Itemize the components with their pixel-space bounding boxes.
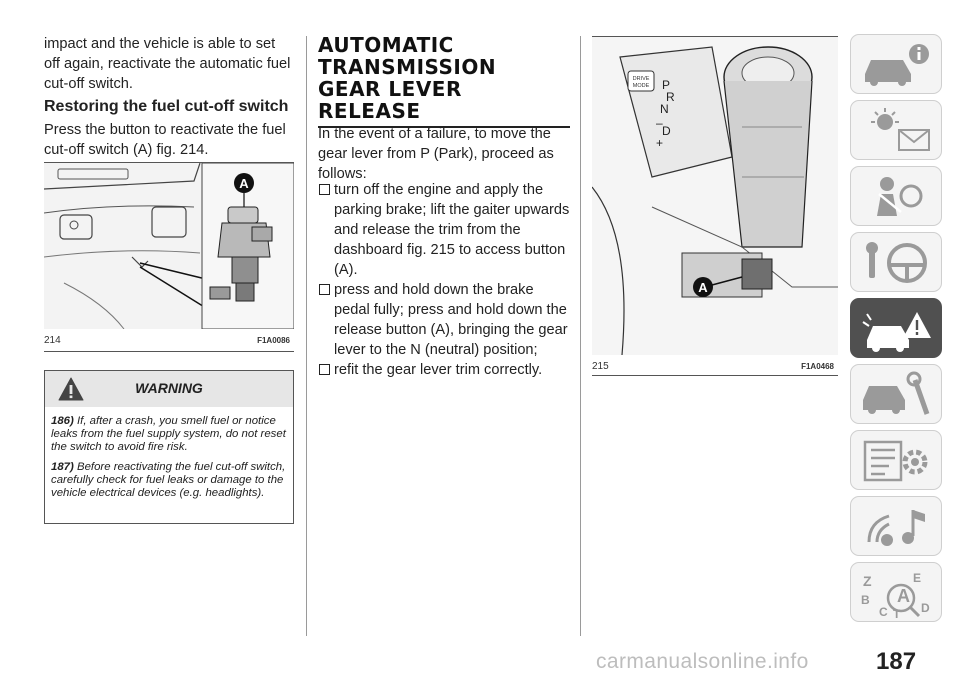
key-steering-wheel-icon — [857, 238, 937, 288]
figure-214 — [44, 162, 294, 352]
signal-music-icon — [857, 502, 937, 552]
figure-214-number: 214 — [44, 335, 61, 346]
multimedia-tab[interactable] — [850, 496, 942, 556]
warning-item-ref: 186) — [51, 415, 74, 427]
list-item — [318, 360, 570, 380]
list-item — [318, 280, 570, 360]
warning-item-text: If, after a crash, you smell fuel or notice leaks from the fuel supply system, do not reset the switch to avoid fire risk. — [51, 415, 286, 453]
index-letter: T — [893, 607, 901, 618]
list-item-text: press and hold down the brake pedal fully; press and hold down the release button (A), bringing the gear lever to the N (neutral) position; — [334, 282, 568, 358]
section-title-line: RELEASE — [318, 99, 421, 123]
index-letter: E — [913, 571, 922, 585]
section-title — [318, 34, 570, 128]
column-divider-1 — [306, 36, 307, 636]
warning-item — [51, 461, 287, 500]
index-letter: Z — [863, 573, 872, 589]
column-divider-2 — [580, 36, 581, 636]
alphabet-search-icon — [857, 568, 937, 618]
watermark: carmanualsonline.info — [596, 650, 809, 673]
figure-215 — [592, 36, 838, 376]
emergency-tab[interactable] — [850, 298, 942, 358]
car-warning-icon — [857, 304, 937, 354]
warning-box — [44, 370, 294, 524]
car-info-icon — [857, 40, 937, 90]
section-subheading: Restoring the fuel cut-off switch — [44, 98, 289, 115]
index-letter: B — [861, 593, 870, 607]
list-item — [318, 180, 570, 280]
checkbox-bullet-icon — [319, 364, 330, 375]
gear-sign-minus: – — [656, 116, 663, 130]
continued-paragraph: impact and the vehicle is able to set off again, reactivate the automatic fuel cut-off switch. — [44, 36, 291, 92]
index-letter: C — [879, 605, 888, 618]
page-number: 187 — [876, 648, 917, 675]
car-wrench-icon — [857, 370, 937, 420]
figure-215-callout: A — [698, 280, 708, 295]
drive-mode-label-1: DRIVE — [632, 76, 650, 82]
list-item-text: turn off the engine and apply the parking brake; lift the gaiter upwards and release the trim from the dashboard fig. 215 to access button (A). — [334, 182, 570, 278]
figure-215-code: F1A0468 — [801, 362, 834, 371]
warning-item-text: Before reactivating the fuel cut-off switch, carefully check for fuel leaks or damage to the vehicle electrical devices (e.g. headlights). — [51, 461, 286, 499]
dashboard-instruments-tab[interactable] — [850, 34, 942, 94]
warning-item — [51, 415, 287, 454]
gear-lever-photo — [592, 37, 838, 355]
warning-header — [45, 371, 293, 407]
airbag-seatbelt-icon — [857, 172, 937, 222]
safety-tab[interactable] — [850, 166, 942, 226]
section-title-line: AUTOMATIC — [318, 33, 454, 57]
light-envelope-icon — [857, 106, 937, 156]
gear-letter-p: P — [662, 78, 671, 92]
index-letter: D — [921, 601, 930, 615]
fuel-cutoff-switch-photo — [44, 163, 294, 329]
figure-214-code: F1A0086 — [257, 336, 290, 345]
gear-letter-n: N — [660, 102, 669, 116]
checkbox-bullet-icon — [319, 184, 330, 195]
figure-214-callout: A — [239, 176, 249, 191]
maintenance-tab[interactable] — [850, 364, 942, 424]
list-item-text: refit the gear lever trim correctly. — [334, 362, 543, 378]
technical-data-tab[interactable] — [850, 430, 942, 490]
starting-driving-tab[interactable] — [850, 232, 942, 292]
intro-paragraph: In the event of a failure, to move the gear lever from P (Park), proceed as follows: — [318, 126, 554, 182]
index-letter: A — [897, 586, 910, 606]
list-gear-icon — [857, 436, 937, 486]
section-title-line: GEAR LEVER — [318, 77, 462, 101]
gear-letter-d: D — [662, 124, 671, 138]
gear-letter-r: R — [666, 90, 675, 104]
section-title-line: TRANSMISSION — [318, 55, 497, 79]
figure-215-number: 215 — [592, 361, 609, 372]
steps-list — [318, 180, 570, 380]
drive-mode-label-2: MODE — [632, 83, 650, 89]
warning-title: WARNING — [135, 380, 203, 396]
safety-lights-tab[interactable] — [850, 100, 942, 160]
instruction-paragraph: Press the button to reactivate the fuel cut-off switch (A) fig. 214. — [44, 122, 286, 158]
warning-item-ref: 187) — [51, 461, 74, 473]
index-tab[interactable] — [850, 562, 942, 622]
checkbox-bullet-icon — [319, 284, 330, 295]
gear-sign-plus: + — [656, 136, 664, 150]
